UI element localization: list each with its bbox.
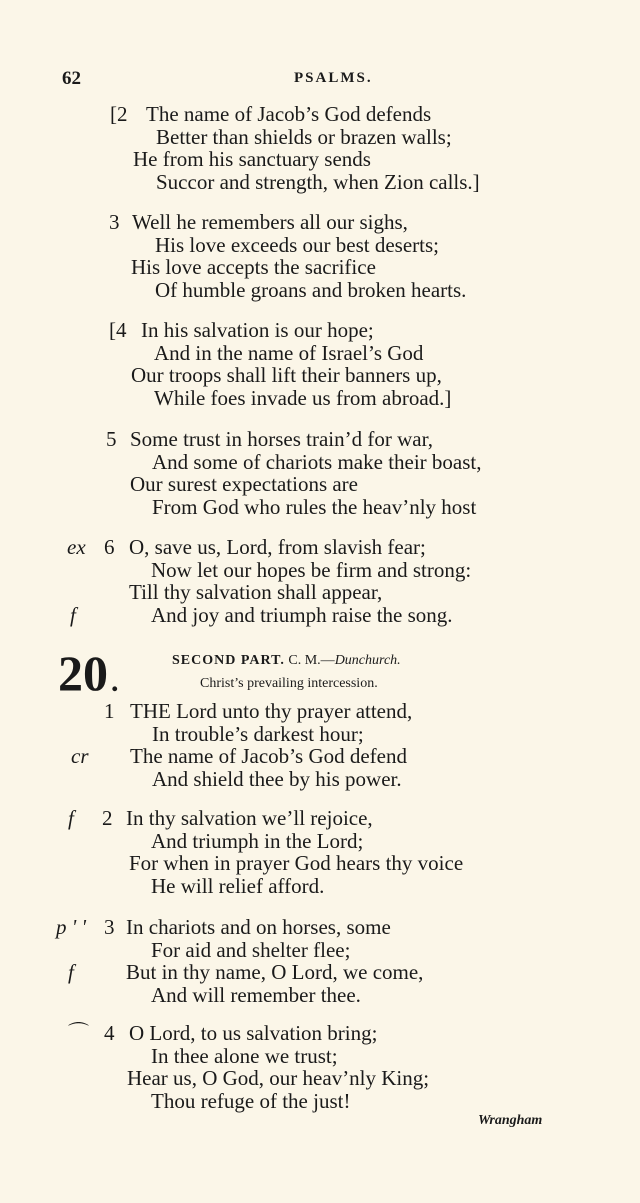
verse-line: And will remember thee.	[151, 982, 361, 1007]
verse-line: And joy and triumph raise the song.	[151, 602, 453, 627]
verse-line: In chariots and on horses, some	[126, 915, 391, 939]
verse-line: Well he remembers all our sighs,	[132, 210, 408, 234]
verse-line: In thy salvation we’ll rejoice,	[126, 806, 373, 830]
dynamic-mark: f	[68, 960, 74, 984]
author-attribution: Wrangham	[478, 1113, 543, 1128]
verse-line: His love exceeds our best deserts;	[155, 232, 440, 257]
verse-line: But in thy name, O Lord, we come,	[126, 960, 424, 984]
verse-line: Thou refuge of the just!	[151, 1088, 351, 1113]
verse-line: Our surest expectations are	[130, 472, 358, 496]
verse-line: Some trust in horses train’d for war,	[130, 427, 434, 451]
page-number: 62	[62, 68, 81, 89]
stanza-5	[0, 428, 640, 518]
stanza-6	[0, 536, 640, 626]
verse-number: 3	[109, 210, 120, 234]
hymn20-stanza-4	[0, 1022, 640, 1112]
hymn-part: SECOND PART.	[172, 653, 285, 668]
stanza-3	[0, 211, 640, 301]
dynamic-mark: cr	[71, 744, 89, 768]
verse-line: O, save us, Lord, from slavish fear;	[129, 535, 426, 559]
hymn-tune: Dunchurch.	[334, 653, 401, 668]
verse-line: While foes invade us from abroad.]	[154, 385, 452, 410]
verse-line: Succor and strength, when Zion calls.]	[156, 169, 480, 194]
verse-line: For when in prayer God hears thy voice	[129, 851, 464, 875]
verse-line: In trouble’s darkest hour;	[152, 721, 364, 746]
verse-number: 5	[106, 427, 117, 451]
dynamic-mark: f	[68, 806, 74, 830]
verse-line: And some of chariots make their boast,	[152, 449, 482, 474]
verse-line: O Lord, to us salvation bring;	[129, 1021, 378, 1045]
hymn-meter: C. M.—	[288, 653, 335, 668]
dynamic-mark: f	[70, 602, 76, 627]
dynamic-mark: ⌒	[68, 1021, 89, 1045]
verse-number: 1	[104, 699, 115, 723]
dynamic-mark: p ' '	[56, 915, 86, 939]
verse-line: The name of Jacob’s God defends	[146, 102, 432, 126]
verse-line: Hear us, O God, our heav’nly King;	[127, 1066, 430, 1090]
verse-line: And triumph in the Lord;	[151, 828, 364, 853]
verse-line: He will relief afford.	[151, 873, 325, 898]
hymn-number-period: .	[111, 665, 119, 698]
verse-line: In his salvation is our hope;	[141, 318, 374, 342]
hymn20-stanza-1	[0, 700, 640, 790]
hymn-subtitle: Christ’s prevailing intercession.	[200, 676, 378, 691]
verse-line: In thee alone we trust;	[151, 1043, 338, 1068]
verse-line: He from his sanctuary sends	[133, 147, 371, 171]
verse-line: Better than shields or brazen walls;	[156, 124, 452, 149]
verse-line: For aid and shelter flee;	[151, 937, 351, 962]
running-title: PSALMS.	[294, 70, 373, 86]
verse-number: [2	[110, 102, 128, 126]
verse-line: Of humble groans and broken hearts.	[155, 277, 467, 302]
verse-line: And in the name of Israel’s God	[154, 340, 424, 365]
verse-line: And shield thee by his power.	[152, 766, 402, 791]
dynamic-mark: ex	[67, 535, 86, 559]
verse-number: 6	[104, 535, 115, 559]
hymn-heading	[172, 653, 401, 669]
verse-line: Our troops shall lift their banners up,	[131, 363, 442, 387]
verse-line: The name of Jacob’s God defend	[130, 744, 407, 768]
hymn-number: 20	[58, 645, 108, 701]
verse-line: THE Lord unto thy prayer attend,	[130, 699, 413, 723]
verse-line: His love accepts the sacrifice	[131, 255, 376, 279]
verse-number: 4	[104, 1021, 115, 1045]
hymn20-stanza-3	[0, 916, 640, 1006]
verse-number: 3	[104, 915, 115, 939]
page-header	[0, 68, 640, 92]
verse-number: [4	[109, 318, 127, 342]
verse-line: Now let our hopes be firm and strong:	[151, 557, 472, 582]
stanza-4	[0, 319, 640, 409]
stanza-2	[0, 103, 640, 193]
verse-line: From God who rules the heav’nly host	[152, 494, 477, 519]
verse-line: Till thy salvation shall appear,	[129, 580, 383, 604]
verse-number: 2	[102, 806, 113, 830]
hymn20-stanza-2	[0, 807, 640, 897]
